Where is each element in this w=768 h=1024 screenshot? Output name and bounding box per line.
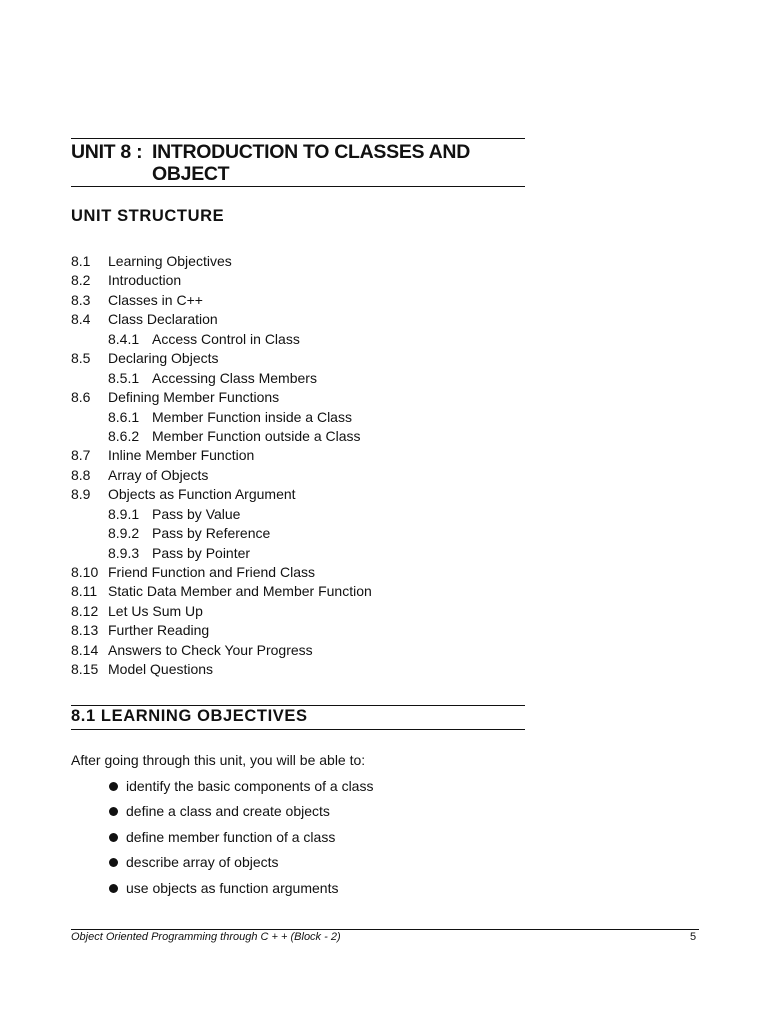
learning-objectives-heading: 8.1 LEARNING OBJECTIVES [71,707,308,725]
toc-item-number: 8.9.1 [108,505,140,522]
toc-item-number: 8.9.3 [108,544,140,561]
toc-item-number: 8.6 [71,389,91,406]
toc-item-number: 8.12 [71,602,99,619]
toc-item-number: 8.13 [71,622,99,639]
toc-item-label: Let Us Sum Up [108,602,203,619]
title-bottom-rule [71,186,525,187]
objectives-bottom-rule [71,729,525,730]
toc-item-number: 8.5 [71,350,91,367]
objective-item [109,852,373,877]
toc-item-label: Model Questions [108,661,214,678]
toc-item-label: Objects as Function Argument [108,486,296,503]
toc-item [71,582,531,601]
bullet-icon [109,858,118,867]
objective-item [109,801,373,826]
toc-item-number: 8.14 [71,641,99,658]
toc-item-label: Pass by Value [152,505,241,522]
toc-item-label: Access Control in Class [152,330,300,347]
objectives-list [109,776,373,903]
toc-item-label: Member Function inside a Class [152,408,352,425]
toc-item-label: Defining Member Functions [108,389,280,406]
footer-book-title: Object Oriented Programming through C + + (Block - 2) [71,931,341,943]
toc-item-number: 8.10 [71,564,99,580]
toc-item-label: Pass by Reference [152,525,271,542]
toc-item [71,291,531,310]
toc-item-label: Introduction [108,272,182,289]
toc-item-number: 8.6.1 [108,408,140,425]
toc-item [71,602,531,621]
toc-item [71,544,531,563]
objective-text: define a class and create objects [126,803,330,820]
toc-item [71,427,531,446]
objective-item [109,878,373,903]
bullet-icon [109,833,118,842]
toc-item-label: Array of Objects [108,466,209,483]
unit-title-prefix: UNIT 8 : [71,141,143,163]
toc-item-label: Further Reading [108,622,210,639]
toc-item-number: 8.15 [71,661,99,678]
unit-title-line1: INTRODUCTION TO CLASSES AND [152,141,470,163]
toc-item-number: 8.8 [71,466,91,483]
toc-item [71,408,531,427]
toc-item-number: 8.4 [71,311,91,328]
toc-item [71,641,531,660]
title-top-rule [71,138,525,139]
page-number: 5 [690,931,697,943]
toc-item-label: Declaring Objects [108,350,219,367]
toc-item-label: Answers to Check Your Progress [108,641,313,658]
toc-item [71,563,531,582]
toc-item-number: 8.4.1 [108,330,140,347]
toc-item [71,621,531,640]
toc-item [71,446,531,465]
toc-item [71,485,531,504]
objective-text: use objects as function arguments [126,879,339,896]
bullet-icon [109,782,118,791]
bullet-icon [109,884,118,893]
objectives-top-rule [71,705,525,706]
toc-item-label: Learning Objectives [108,253,232,269]
toc-item [71,660,531,679]
toc-item-number: 8.5.1 [108,369,140,386]
toc-item-label: Classes in C++ [108,291,203,308]
toc-item-label: Class Declaration [108,311,218,328]
toc-item [71,505,531,524]
toc-item-number: 8.1 [71,253,91,269]
unit-structure-list [71,252,531,680]
toc-item-label: Friend Function and Friend Class [108,564,315,580]
toc-item [71,330,531,349]
toc-item-number: 8.9.2 [108,525,140,542]
toc-item [71,271,531,290]
toc-item [71,524,531,543]
toc-item [71,252,531,271]
toc-item-number: 8.7 [71,447,91,464]
objective-item [109,776,373,801]
unit-title-line2: OBJECT [152,163,230,185]
objectives-intro: After going through this unit, you will be able to: [71,752,366,768]
toc-item-number: 8.11 [71,583,98,600]
toc-item-label: Static Data Member and Member Function [108,583,372,600]
footer-rule [71,929,699,930]
objective-text: describe array of objects [126,854,279,871]
bullet-icon [109,807,118,816]
unit-title [71,141,531,185]
toc-item [71,349,531,368]
objective-text: define member function of a class [126,828,336,845]
toc-item-label: Pass by Pointer [152,544,251,561]
toc-item-number: 8.3 [71,291,91,308]
toc-item [71,369,531,388]
objective-text: identify the basic components of a class [126,778,374,794]
toc-item-label: Inline Member Function [108,447,255,464]
objective-item [109,827,373,852]
toc-item [71,310,531,329]
toc-item-number: 8.6.2 [108,427,140,444]
toc-item-number: 8.2 [71,272,91,289]
toc-item-label: Accessing Class Members [152,369,317,386]
toc-item-number: 8.9 [71,486,91,503]
unit-structure-heading: UNIT STRUCTURE [71,207,225,225]
toc-item-label: Member Function outside a Class [152,427,361,444]
toc-item [71,388,531,407]
toc-item [71,466,531,485]
